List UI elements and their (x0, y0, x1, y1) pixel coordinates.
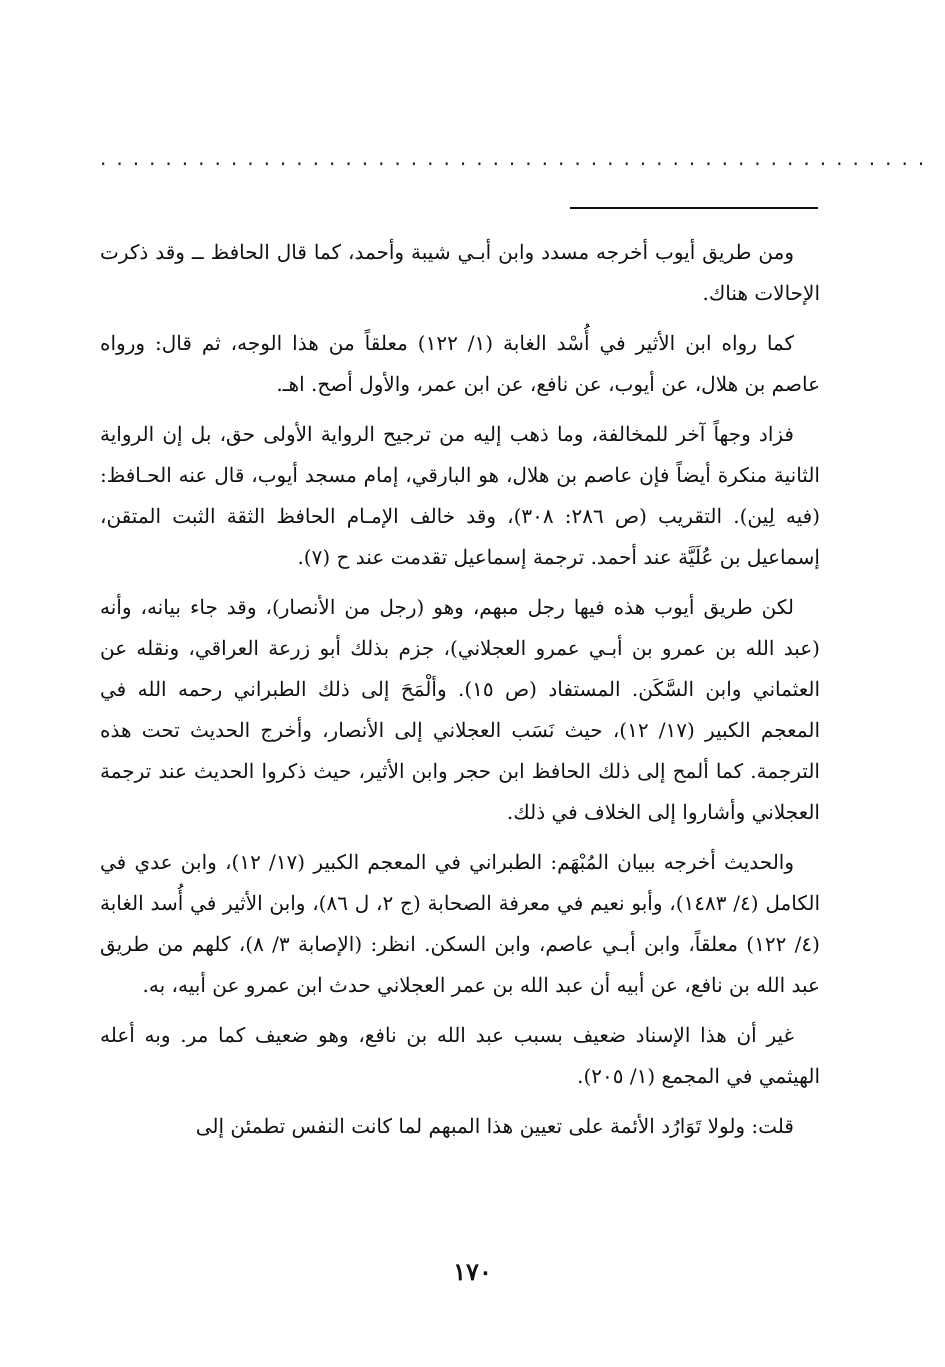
paragraph: ومن طريق أيوب أخرجه مسدد وابن أبـي شيبة وأحمد، كما قال الحافظ ــ وقد ذكرت الإحالات هناك. (100, 240, 820, 305)
paragraph: فزاد وجهاً آخر للمخالفة، وما ذهب إليه من ترجيح الرواية الأولى حق، بل إن الرواية الثانية منكرة أيضاً فإن عاصم بن هلال، هو البارقي، إمام مسجد أيوب، قال عنه الحـافظ: (فيه لِين). التقريب (ص ٢٨٦: ٣٠٨)، وقد خالف الإمـام الحافظ الثقة الثبت المتقن، إسماعيل بن عُلَيَّة عند أحمد. ترجمة إسماعيل تقدمت عند ح (٧). (100, 422, 820, 569)
page-number: ١٧٠ (453, 1257, 492, 1286)
footnote-rule (570, 207, 818, 209)
paragraph: كما رواه ابن الأثير في أُسْد الغابة (١/ ١٢٢) معلقاً من هذا الوجه، ثم قال: ورواه عاصم بن هلال، عن أيوب، عن نافع، عن ابن عمر، والأول أصح. اهـ. (100, 331, 820, 396)
paragraph: غير أن هذا الإسناد ضعيف بسبب عبد الله بن نافع، وهو ضعيف كما مر. وبه أعله الهيثمي في المجمع (١/ ٢٠٥). (100, 1023, 820, 1088)
footnote-text (100, 232, 820, 1156)
paragraph: قلت: ولولا تَوَارُد الأئمة على تعيين هذا المبهم لما كانت النفس تطمئن إلى (195, 1114, 794, 1138)
separator-dots: ................................................... (100, 146, 935, 170)
paragraph: لكن طريق أيوب هذه فيها رجل مبهم، وهو (رجل من الأنصار)، وقد جاء بيانه، وأنه (عبد الله بن عمرو بن أبـي عمرو العجلاني)، جزم بذلك أبو زرعة العراقي، ونقله عن العثماني وابن السَّكَن. المستفاد (ص ١٥). وألْمَحَ إلى ذلك الطبراني رحمه الله في المعجم الكبير (١٧/ ١٢)، حيث نَسَب العجلاني إلى الأنصار، وأخرج الحديث تحت هذه الترجمة. كما ألمح إلى ذلك الحافظ ابن حجر وابن الأثير، حيث ذكروا الحديث عند ترجمة العجلاني وأشاروا إلى الخلاف في ذلك. (100, 595, 820, 824)
paragraph: والحديث أخرجه ببيان المُبْهَم: الطبراني في المعجم الكبير (١٧/ ١٢)، وابن عدي في الكامل (٤/ ١٤٨٣)، وأبو نعيم في معرفة الصحابة (ج ٢، ل ٨٦)، وابن الأثير في أُسد الغابة (٤/ ١٢٢) معلقاً، وابن أبـي عاصم، وابن السكن. انظر: (الإصابة ٣/ ٨)، كلهم من طريق عبد الله بن نافع، عن أبيه أن عبد الله بن عمر العجلاني حدث ابن عمرو عن أبيه، به. (100, 850, 821, 997)
